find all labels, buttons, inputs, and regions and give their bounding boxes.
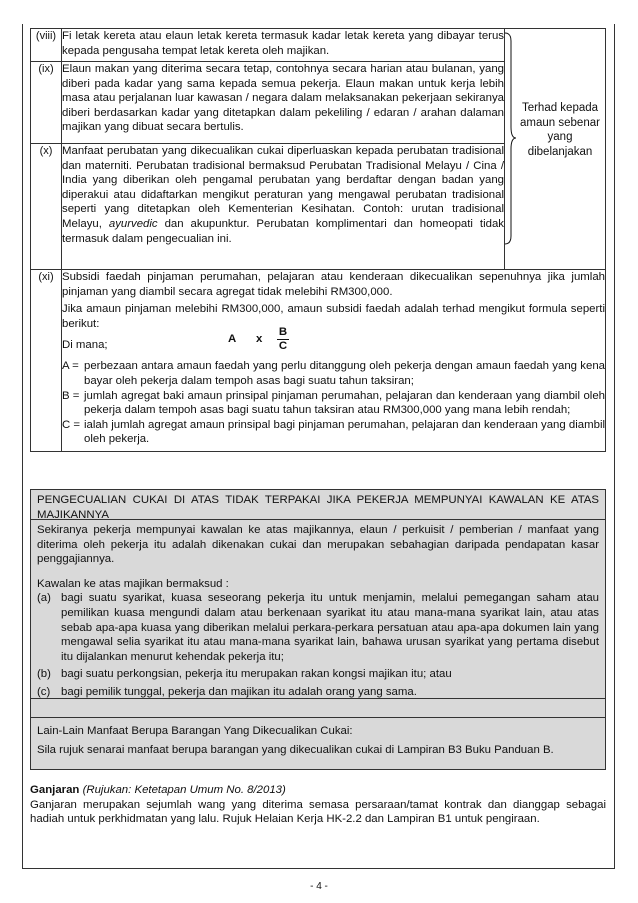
- item-text: [62, 144, 505, 270]
- ganjaran-text: Ganjaran merupakan sejumlah wang yang diterima semasa persaraan/tamat kontrak dan dianggap sebagai hadiah untuk perkhidmatan yang lalu. Rujuk Helaian Kerja HK-2.2 dan Lampiran B1 untuk pengiraan.: [30, 798, 606, 826]
- definition-b: [62, 389, 605, 418]
- curly-brace-icon: [503, 31, 517, 246]
- item-number: (xi): [31, 270, 62, 452]
- list-text: bagi pemilik tunggal, pekerja dan majikan itu adalah orang yang sama.: [61, 685, 417, 698]
- definition-c: [62, 418, 605, 447]
- control-exception-panel: [30, 489, 606, 770]
- definition-text: ialah jumlah agregat amaun prinsipal bagi pinjaman perumahan, pelajaran dan kenderaan yang diambil oleh pekerja.: [84, 418, 605, 446]
- list-key: (b): [37, 668, 51, 681]
- control-heading: PENGECUALIAN CUKAI DI ATAS TIDAK TERPAKAI JIKA PEKERJA MEMPUNYAI KAWALAN KE ATAS MAJIKANNYA: [37, 494, 599, 521]
- control-heading-box: [31, 490, 605, 520]
- control-details-box: [31, 520, 605, 699]
- item-text-part: Manfaat perubatan yang dikecualikan cukai diperluaskan kepada perubatan tradisional dan materniti. Perubatan tradisional bermaksud Perubatan Tradisional Melayu / Cina / India yang diberikan oleh pengamal perubatan yang berdaftar dengan badan yang diperakui atau didaftarkan mengikut peraturan yang mengawal perubatan tradisional seperti yang ditetapkan oleh Kementerian Kesihatan. Contoh: urutan tradisional Melayu,: [62, 145, 504, 230]
- benefits-heading: Lain-Lain Manfaat Berupa Barangan Yang Dikecualikan Cukai:: [37, 725, 353, 737]
- formula-fraction: [276, 326, 290, 353]
- ganjaran-title-line: [30, 783, 606, 798]
- item-row-xi: [31, 270, 606, 452]
- item-number: (ix): [31, 62, 62, 144]
- benefits-text: Sila rujuk senarai manfaat berupa barangan yang dikecualikan cukai di Lampiran B3 Buku Panduan B.: [37, 743, 554, 756]
- definition-text: perbezaan antara amaun faedah yang perlu ditanggung oleh pekerja dengan amaun faedah yang kena bayar oleh pekerja dalam tempoh asas bagi suatu tahun taksiran;: [84, 360, 605, 387]
- item-text: Fi letak kereta atau elaun letak kereta termasuk kadar letak kereta yang dibayar terus kepada pengusaha tempat letak kereta oleh majikan.: [62, 29, 505, 62]
- item-xi-body: [62, 270, 606, 452]
- formula-where-label: Di mana;: [62, 339, 108, 352]
- item-text: Elaun makan yang diterima secara tetap, contohnya secara harian atau bulanan, yang diberi pada kadar yang sama kepada semua pekerja. Elaun makan untuk kerja lebih masa atau perjalanan luar kawasan / negara dalam melaksanakan pekerjaan sekiranya diberi berdasarkan kadar yang ditetapkan dalam pekeliling / edaran / arahan dalaman majikan yang dibuat secara bertulis.: [62, 62, 505, 144]
- ganjaran-title: Ganjaran: [30, 784, 80, 796]
- side-note: Terhad kepada amaun sebenar yang dibelanjakan: [520, 102, 600, 158]
- control-paragraph: Sekiranya pekerja mempunyai kawalan ke atas majikannya, elaun / perkuisit / pemberian / manfaat yang diterima oleh pekerja itu adalah dikenakan cukai dan merupakan sebahagian daripada pendapatan kasar penggajiannya.: [37, 524, 599, 566]
- definition-key: A =: [62, 360, 79, 373]
- item-text-part: dan akupunktur. Perubatan komplimentari dan homeopati tidak termasuk dalam pengecualian ini.: [62, 217, 504, 245]
- formula-a: A: [228, 333, 237, 346]
- item-row-viii: [31, 29, 606, 62]
- formula-times: x: [256, 333, 263, 346]
- control-list-item-b: [37, 667, 599, 682]
- item-number: (viii): [31, 29, 62, 62]
- item-number: (x): [31, 144, 62, 270]
- item-text-italic: ayurvedic: [108, 217, 158, 230]
- formula-numerator: B: [278, 326, 288, 339]
- list-text: bagi suatu perkongsian, pekerja itu merupakan rakan kongsi majikan itu; atau: [61, 668, 452, 681]
- control-intro: Kawalan ke atas majikan bermaksud :: [37, 577, 229, 590]
- page-number: - 4 -: [310, 881, 328, 892]
- ganjaran-reference: (Rujukan: Ketetapan Umum No. 8/2013): [82, 784, 286, 796]
- list-key: (a): [37, 592, 51, 605]
- item-xi-para: Subsidi faedah pinjaman perumahan, pelajaran atau kenderaan dikecualikan sepenuhnya jika jumlah pinjaman yang diambil secara agregat tidak melebihi RM300,000.: [62, 271, 605, 298]
- subsidy-formula: [62, 326, 605, 357]
- ganjaran-section: [30, 783, 606, 827]
- side-note-cell: [505, 29, 606, 270]
- definition-key: B =: [62, 389, 80, 402]
- definition-a: [62, 359, 605, 388]
- benefits-in-kind-box: [31, 717, 605, 769]
- control-list-item-c: [37, 685, 599, 700]
- definition-key: C =: [62, 418, 81, 431]
- definition-text: jumlah agregat baki amaun prinsipal pinjaman perumahan, pelajaran dan kenderaan yang diambil oleh pekerja dalam tempoh asas bagi suatu tahun taksiran atau RM300,000 yang mana lebih rendah;: [84, 389, 605, 417]
- list-text: bagi suatu syarikat, kuasa seseorang pekerja itu untuk menjamin, melalui pemegangan saham atau pemilikan kuasa mengundi dalam atau berkenaan syarikat itu atau mana-mana syarikat lain, atau atas sebab apa-apa kuasa yang diberikan melalui perkara-perkara persatuan atau apa-apa dokumen lain yang mengawal selia syarikat itu atau mana-mana syarikat lain, bahawa urusan syarikat yang pertama disebut itu dijalankan menurut kehendak pekerja itu;: [61, 592, 599, 663]
- list-key: (c): [37, 685, 51, 698]
- exemption-items-table: [30, 28, 606, 452]
- formula-denominator: C: [278, 340, 288, 353]
- item-xi-para: Jika amaun pinjaman melebihi RM300,000, amaun subsidi faedah adalah terhad mengikut formula seperti berikut:: [62, 303, 605, 330]
- control-list-item-a: [37, 591, 599, 664]
